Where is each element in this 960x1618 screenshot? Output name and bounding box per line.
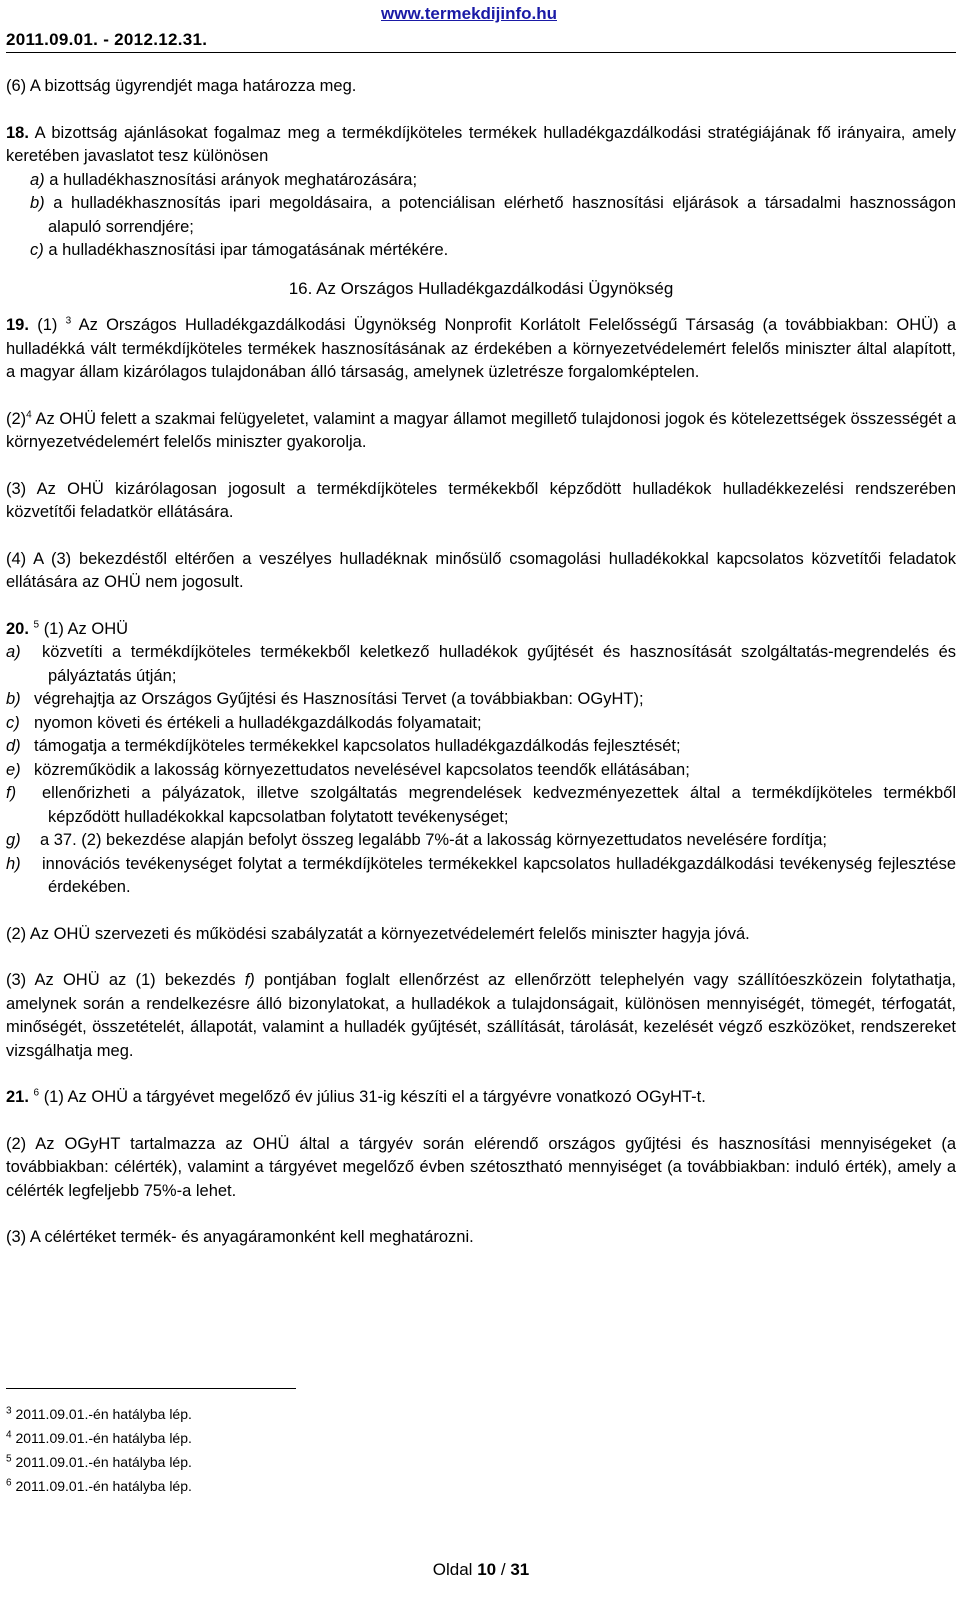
list-item [6,169,956,193]
section-20-paragraph-3 [6,969,956,1063]
footnote-number: 4 [6,1429,12,1441]
list-item [6,735,956,759]
list-item [6,641,956,688]
footnote [6,1426,192,1450]
section-18-intro [6,122,956,169]
page-label: Oldal [432,1560,473,1579]
item-label: c) [30,241,44,259]
item-label: e) [6,760,21,779]
list-item [6,853,956,900]
document-page [6,0,956,1579]
item-ref: f) [244,971,255,989]
item-text: innovációs tevékenységet folytat a termékdíjköteles termékekkel kapcsolatos hulladékgazdálkodási tevékenység fejlesztése érdekében. [42,854,956,896]
item-label: h) [6,854,21,873]
list-item [6,782,956,829]
section-21 [6,1086,956,1250]
paragraph-text: Az Országos Hulladékgazdálkodási Ügynökség Nonprofit Korlátolt Felelősségű Társaság (a továbbiakban: OHÜ) a hulladékká vált termékdíjköteles termékek hasznosításának az érdekében a környezetvédelemért felelős miniszter által alapított, a magyar állam kizárólagos tulajdonában álló társaság, amelynek üzletrésze forgalomképtelen. [6,316,956,381]
footnote-number: 5 [6,1453,12,1465]
paragraph-text: (1) Az OHÜ a tárgyévet megelőző év július 31-ig készíti el a tárgyévre vonatkozó OGyHT-t. [43,1088,706,1106]
section-19-paragraph-1 [6,314,956,385]
list-item [6,192,956,239]
list-item [6,829,956,853]
current-page-number: 10 [477,1560,497,1579]
section-18 [6,122,956,263]
document-body [6,75,956,1250]
section-20 [6,618,956,1064]
section-20-intro [6,618,956,642]
paragraph-text: pontjában foglalt ellenőrzést az ellenőrzött telephelyén vagy szállítóeszközein folytathatja, amelynek során a rendelkezésre álló bizonylatokat, a hulladékok a tulajdonságait, különösen mennyiségét, tömegét, térfogatát, minőségét, összetételét, állapotát, valamint a hulladék gyűjtését, szállítását, tárolását, kezelését végző eszközöket, rendszereket vizsgálhatja meg. [6,971,956,1060]
footnote-text: 2011.09.01.-én hatályba lép. [15,1454,192,1470]
section-20-paragraph-2: (2) Az OHÜ szervezeti és működési szabályzatát a környezetvédelemért felelős miniszter hagyja jóvá. [6,924,750,943]
item-text: közreműködik a lakosság környezettudatos nevelésével kapcsolatos teendők ellátásában; [34,760,690,779]
paragraph-lead: (1) [37,316,58,334]
footnote-number: 6 [6,1477,12,1489]
item-text: a 37. (2) bekezdése alapján befolyt összeg legalább 7%-át a lakosság környezettudatos nevelésére fordítja; [40,831,827,849]
item-label: a) [30,170,45,189]
section-21-paragraph-1 [6,1086,956,1110]
item-text: a hulladékhasznosítási arányok meghatározására; [49,170,418,189]
section-number: 21. [6,1088,29,1106]
page-header [6,0,956,56]
footnotes [6,1402,192,1498]
item-text: nyomon követi és értékeli a hulladékgazdálkodás folyamatait; [34,713,482,732]
footnote-text: 2011.09.01.-én hatályba lép. [15,1478,192,1494]
header-website-link[interactable]: www.termekdijinfo.hu [381,4,557,23]
paragraph-text: Az OHÜ felett a szakmai felügyeletet, valamint a magyar államot megillető tulajdonosi jogok és kötelezettségek összességét a környezetvédelemért felelős miniszter gyakorolja. [6,409,956,451]
footnote [6,1474,192,1498]
item-label: g) [6,831,21,849]
footnote-ref[interactable]: 4 [26,409,32,420]
header-date-range: 2011.09.01. - 2012.12.31. [6,30,208,49]
item-text: támogatja a termékdíjköteles termékekkel kapcsolatos hulladékgazdálkodás fejlesztését; [34,737,681,755]
list-item [6,712,956,736]
item-text: végrehajtja az Országos Gyűjtési és Hasznosítási Tervet (a továbbiakban: OGyHT); [34,690,644,708]
item-label: f) [6,784,17,802]
item-text: ellenőrizheti a pályázatok, illetve szolgáltatás megrendelések kedvezményezettek által a termékdíjköteles termékből képződött hulladékokkal kapcsolatban folytatott tevékenységet; [42,784,956,826]
section-18-intro-text: A bizottság ajánlásokat fogalmaz meg a termékdíjköteles termékek hulladékgazdálkodási stratégiájának fő irányaira, amely keretében javaslatot tesz különösen [6,123,956,165]
header-divider [6,52,956,53]
footnote-text: 2011.09.01.-én hatályba lép. [15,1430,192,1446]
item-label: a) [6,643,21,661]
list-item [6,239,956,263]
item-text: a hulladékhasznosítás ipari megoldásaira, a potenciálisan elérhető hasznosítási eljárások a társadalmi hasznosságon alapuló sorrendjére; [48,194,956,236]
item-text: a hulladékhasznosítási ipar támogatásának mértékére. [48,241,449,259]
section-number: 19. [6,316,29,334]
page-footer [6,1560,956,1580]
total-page-count: 31 [510,1560,530,1579]
section-number: 18. [6,123,29,142]
section-19 [6,314,956,595]
footnote-text: 2011.09.01.-én hatályba lép. [15,1406,192,1422]
section-number: 20. [6,619,29,638]
list-item [6,688,956,712]
section-19-paragraph-3: (3) Az OHÜ kizárólagosan jogosult a termékdíjköteles termékekből képződött hulladékok hulladékkezelési rendszerében közvetítői feladatkör ellátására. [6,479,956,521]
item-label: b) [6,690,21,708]
footnote-ref[interactable]: 5 [33,619,40,630]
paragraph-text: (1) Az OHÜ [43,619,129,638]
section-title: 16. Az Országos Hulladékgazdálkodási Ügynökség [288,278,674,298]
page-separator: / [500,1560,506,1579]
section-20-list [6,641,956,900]
footnote [6,1450,192,1474]
section-19-paragraph-2 [6,408,956,455]
footnote-number: 3 [6,1405,12,1417]
list-item [6,759,956,783]
paragraph-lead: (2) [6,409,27,428]
item-label: c) [6,713,20,732]
item-label: b) [30,194,45,212]
item-label: d) [6,737,21,755]
item-text: közvetíti a termékdíjköteles termékekből keletkező hulladékok gyűjtését és hasznosítását szolgáltatás-megrendelés és pályáztatás útján; [42,643,956,685]
paragraph-text: (3) Az OHÜ az (1) bekezdés [6,971,236,989]
section-21-paragraph-2: (2) Az OGyHT tartalmazza az OHÜ által a tárgyév során elérendő országos gyűjtési és hasznosítási mennyiségeket (a továbbiakban: célérték), valamint a tárgyévet megelőző évben szétosztható mennyiséget (a továbbiakban: induló érték), amely a célérték legfeljebb 75%-a lehet. [6,1134,956,1200]
section-21-paragraph-3: (3) A célértéket termék- és anyagáramonként kell meghatározni. [6,1228,474,1246]
footnote-ref[interactable]: 6 [33,1087,40,1099]
footnote-ref[interactable]: 3 [65,315,72,327]
paragraph-6: (6) A bizottság ügyrendjét maga határozza meg. [6,77,357,95]
footnote [6,1402,192,1426]
section-19-paragraph-4: (4) A (3) bekezdéstől eltérően a veszélyes hulladéknak minősülő csomagolási hulladékokkal kapcsolatos közvetítői feladatok ellátására az OHÜ nem jogosult. [6,549,956,591]
footnote-separator [6,1388,296,1389]
